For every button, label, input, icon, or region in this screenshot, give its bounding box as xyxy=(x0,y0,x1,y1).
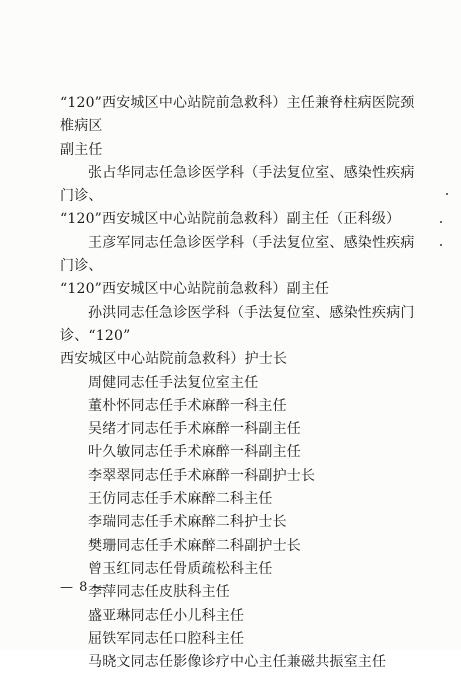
appointment-line: 盛亚琳同志任小儿科主任 xyxy=(88,607,245,624)
appointment-line: 董朴怀同志任手术麻醉一科主任 xyxy=(88,397,287,414)
paragraph-3-line-1: 王彦军同志任急诊医学科（手法复位室、感染性疾病门诊、 xyxy=(60,234,415,275)
appointment-line: 曾玉红同志任骨质疏松科主任 xyxy=(88,560,273,577)
appointment-line: 马晓文同志任影像诊疗中心主任兼磁共振室主任 xyxy=(88,654,387,671)
appointment-line: 屈铁军同志任口腔科主任 xyxy=(88,630,245,647)
paragraph-2-line-2: “120”西安城区中心站院前急救科）副主任（正科级） xyxy=(60,211,401,228)
paragraph-4-line-2: 西安城区中心站院前急救科）护士长 xyxy=(60,351,288,368)
appointment-line: 叶久敏同志任手术麻醉一科副主任 xyxy=(88,444,301,461)
paragraph-2-line-1: 张占华同志任急诊医学科（手法复位室、感染性疾病门诊、 xyxy=(60,164,415,205)
paragraph-1 xyxy=(60,92,420,162)
paragraph-3-line-2: “120”西安城区中心站院前急救科）副主任 xyxy=(60,281,330,298)
appointment-line: 李萍同志任皮肤科主任 xyxy=(88,584,230,601)
appointment-line: 樊珊同志任手术麻醉二科副护士长 xyxy=(88,537,301,554)
appointment-line: 王仿同志任手术麻醉二科主任 xyxy=(88,491,273,508)
scan-speck xyxy=(446,193,448,195)
appointment-line: 周健同志任手法复位室主任 xyxy=(88,374,259,391)
scan-speck xyxy=(440,244,442,246)
paragraph-1-line-2: 副主任 xyxy=(60,141,103,158)
document-body xyxy=(60,92,420,674)
paragraph-2 xyxy=(60,162,420,232)
appointment-line: 吴绪才同志任手术麻醉一科副主任 xyxy=(88,421,301,438)
paragraph-3 xyxy=(60,232,420,302)
page-number: — 8 — xyxy=(60,580,108,595)
paragraph-4-line-1: 孙洪同志任急诊医学科（手法复位室、感染性疾病门诊、“120” xyxy=(60,304,415,344)
appointment-line: 李翠翠同志任手术麻醉一科副护士长 xyxy=(88,467,316,484)
paragraph-4 xyxy=(60,302,420,372)
appointment-line: 李瑞同志任手术麻醉二科护士长 xyxy=(88,514,287,531)
scan-speck xyxy=(440,221,442,223)
paragraph-1-line-1: “120”西安城区中心站院前急救科）主任兼脊柱病医院颈椎病区 xyxy=(60,95,415,135)
